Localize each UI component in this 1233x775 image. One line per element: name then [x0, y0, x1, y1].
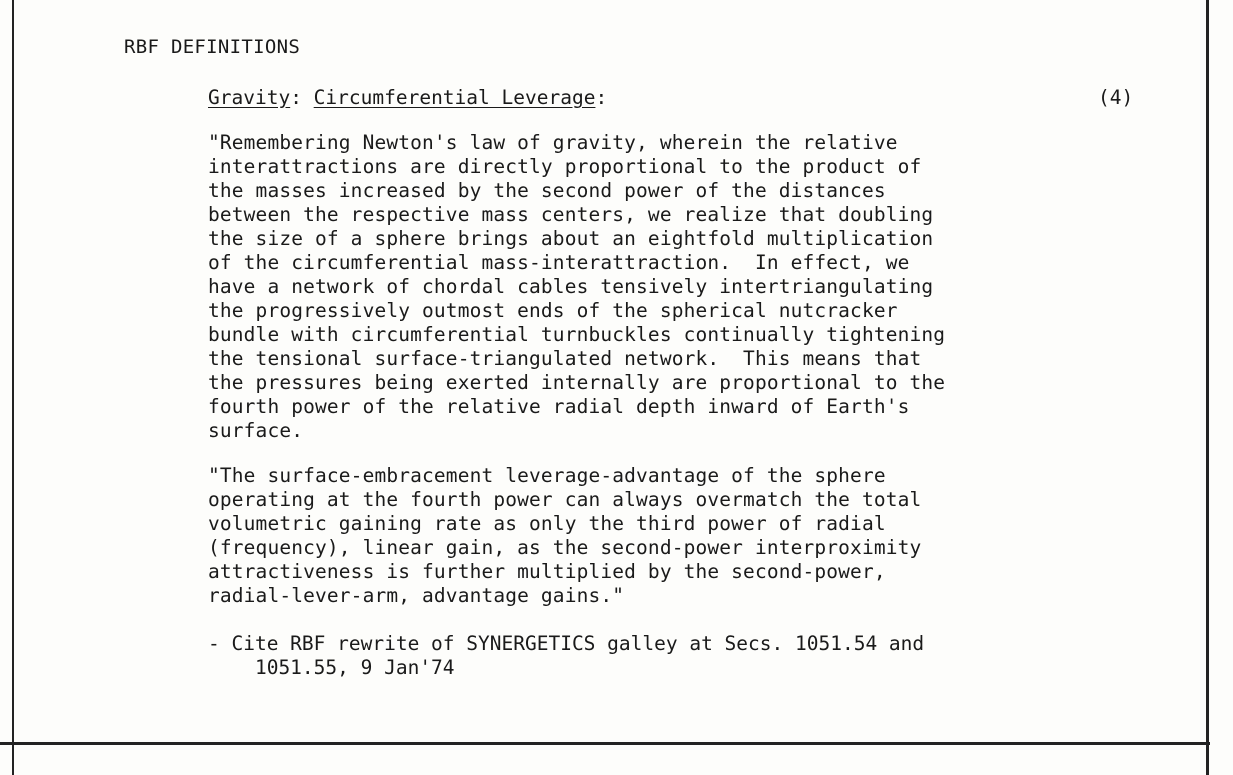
entry-term: Gravity: [208, 86, 291, 109]
entry-subterm: Circumferential Leverage: [313, 86, 596, 109]
card-right-border: [1206, 0, 1209, 775]
quote-paragraph: "The surface-embracement leverage-advantage of the sphere operating at the fourth power can always overmatch the total volumetric gaining rate as only the third power of radial (frequency), linear gain, as the second-power interproximity attractiveness is further multiplied by the second-power, radial-lever-arm, advantage gains.": [208, 464, 922, 607]
entry-heading: [208, 86, 1138, 109]
page-title: RBF DEFINITIONS: [124, 36, 301, 58]
entry-number: (4): [1098, 86, 1134, 109]
entry-subterm-separator: :: [595, 86, 608, 109]
card-left-border: [12, 0, 14, 775]
quote-paragraph: "Remembering Newton's law of gravity, wherein the relative interattractions are directly proportional to the product of the masses increased by the second power of the distances between the respective mass centers, we realize that doubling the size of a sphere brings about an eightfold multiplication of the circumferential mass-interattraction. In effect, we have a network of chordal cables tensively intertriangulating the progressively outmost ends of the spherical nutcracker bundle with circumferential turnbuckles continually tightening the tensional surface-triangulated network. This means that the pressures being exerted internally are proportional to the fourth power of the relative radial depth inward of Earth's surface.: [208, 131, 946, 442]
entry-term-separator: :: [290, 86, 314, 109]
card-bottom-border: [0, 742, 1210, 745]
citation: - Cite RBF rewrite of SYNERGETICS galley at Secs. 1051.54 and 1051.55, 9 Jan'74: [208, 632, 925, 679]
